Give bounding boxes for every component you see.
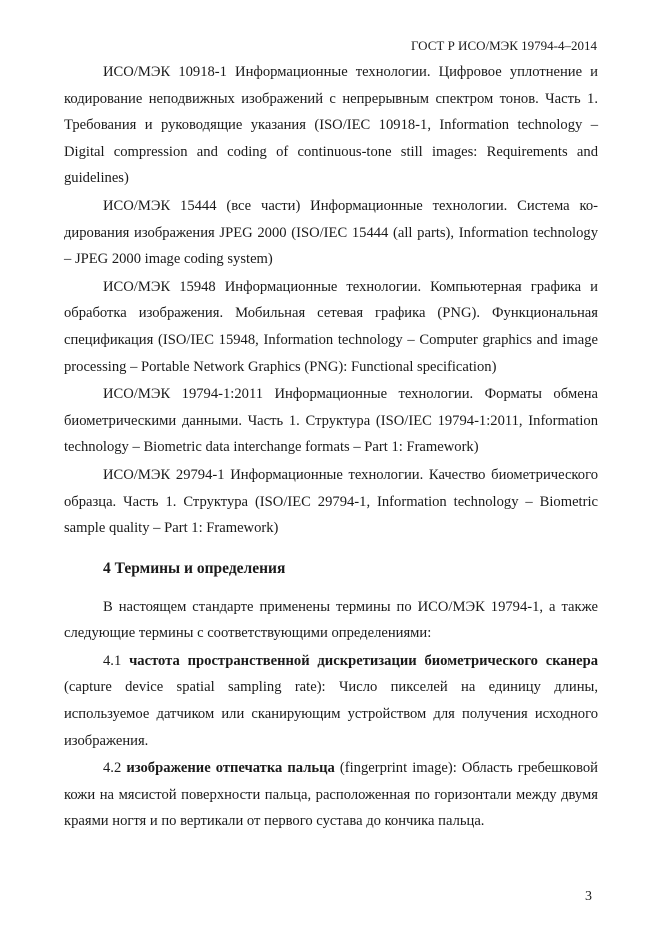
- reference-iso-10918-1: ИСО/МЭК 10918-1 Информационные технологии. Цифровое уплотнение и кодирование неподвижных изображений с непрерывным спектром тонов. Часть 1. Требования и руководящие указания (ISO/IEC 10918-1, Information technology – Digital compression and coding of continuous-tone still images: Requirements and guidelines): [64, 64, 598, 187]
- term-name: изображение отпечатка пальца: [126, 760, 335, 777]
- term-entry-4-1: [64, 648, 598, 754]
- term-name: частота пространственной дискретизации биометрического сканера: [129, 652, 599, 669]
- document-header-id: ГОСТ Р ИСО/МЭК 19794-4–2014: [410, 38, 597, 53]
- reference-iso-15444: ИСО/МЭК 15444 (все части) Информационные технологии. Система кодирования изображения JPEG 2000 (ISO/IEC 15444 (all parts), Information technology – JPEG 2000 image coding system): [64, 197, 598, 268]
- term-definition: (capture device spatial sampling rate): Число пикселей на единицу длины, используемое датчиком или сканирующим устройством для получения исходного изображения.: [64, 679, 598, 749]
- term-number: 4.1: [103, 652, 122, 669]
- reference-iso-19794-1: ИСО/МЭК 19794-1:2011 Информационные технологии. Форматы обмена биометрическими данными. Часть 1. Структура (ISO/IEC 19794-1:2011, Information technology – Biometric data interchange formats – Part 1: Framework): [64, 386, 598, 456]
- term-entry-4-2: [64, 755, 598, 835]
- reference-iso-15948: ИСО/МЭК 15948 Информационные технологии. Компьютерная графика и обработка изображения. Мобильная сетевая графика (PNG). Функциональная спецификация (ISO/IEC 15948, Information technology – Computer graphics and image processing – Portable Network Graphics (PNG): Functional specification): [64, 278, 598, 375]
- term-number: 4.2: [103, 760, 122, 777]
- section-heading: 4 Термины и определения: [103, 559, 286, 577]
- page-body: [64, 59, 598, 835]
- reference-iso-29794-1: ИСО/МЭК 29794-1 Информационные технологии. Качество биометрического образца. Часть 1. Структура (ISO/IEC 29794-1, Information technology – Biometric sample quality – Part 1: Framework): [64, 466, 598, 537]
- page-number: 3: [585, 889, 592, 904]
- section-intro: В настоящем стандарте применены термины по ИСО/МЭК 19794-1, а также следующие термины с соответствующими определениями:: [64, 598, 598, 642]
- term-definition: (fingerprint image): Область гребешковой кожи на мясистой поверхности пальца, расположенная по горизонтали между двумя краями ногтя и по вертикали от первого сустава до кончика пальца.: [64, 760, 598, 830]
